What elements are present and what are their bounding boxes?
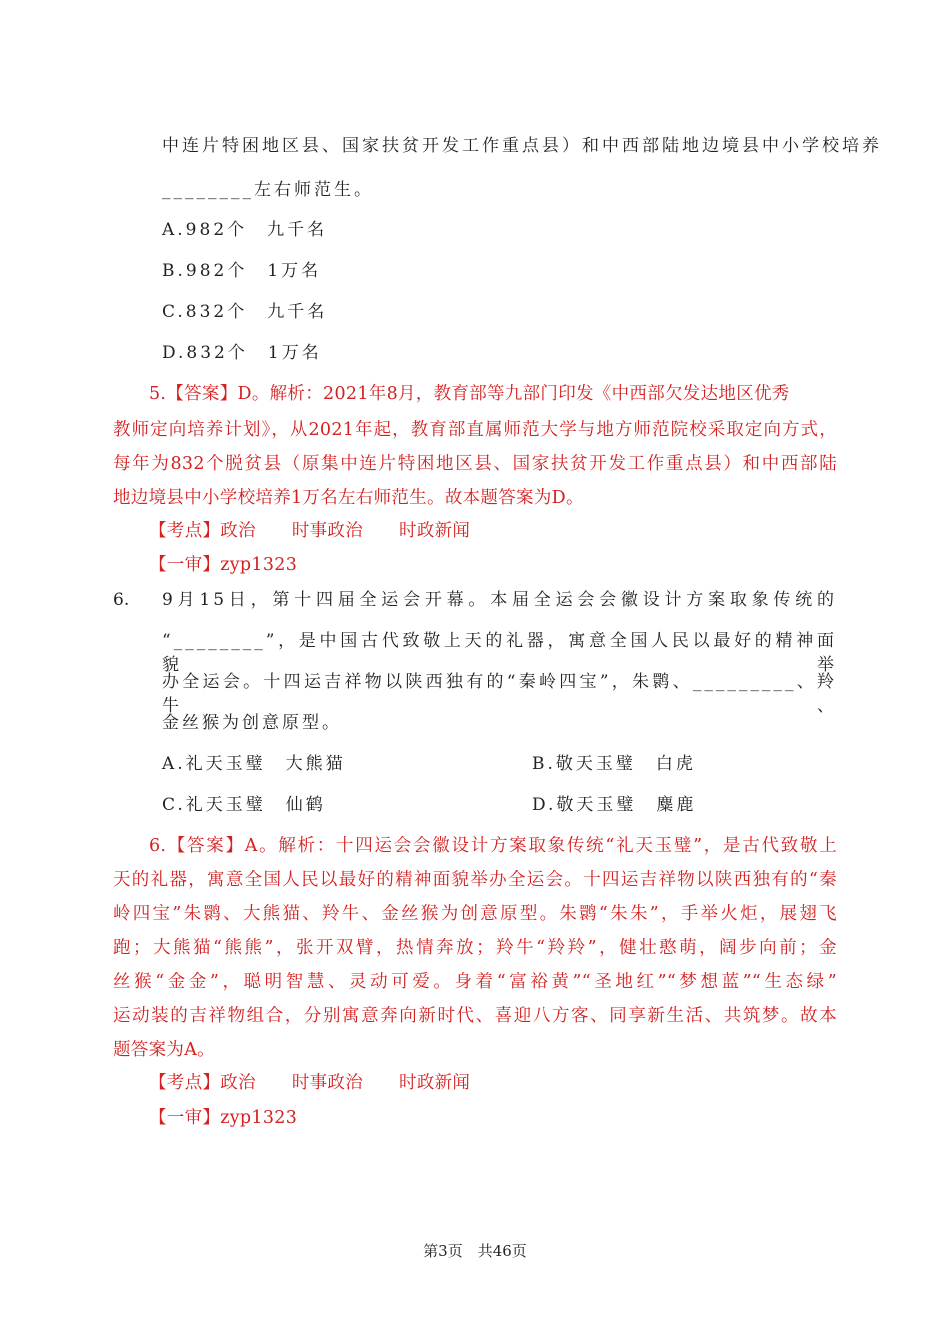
a6-line-1: 6.【答案】A。解析：十四运会会徽设计方案取象传统“礼天玉璧”，是古代致敬上 — [149, 836, 837, 856]
a5-shen — [149, 553, 297, 577]
kaodian-news: 时政新闻 — [399, 521, 471, 541]
page-number-footer: 第3页 共46页 — [423, 1242, 527, 1260]
q6-number: 6. — [113, 590, 130, 610]
kaodian-politics: 政治 — [220, 1073, 256, 1093]
q5-stem-line-2: ________左右师范生。 — [162, 180, 374, 200]
kaodian-label: 【考点】 — [149, 1073, 221, 1093]
a6-line-4: 跑；大熊猫“熊熊”，张开双臂，热情奔放；羚牛“羚羚”，健壮憨萌，阔步向前；金 — [113, 938, 837, 958]
kaodian-politics: 政治 — [220, 521, 256, 541]
a6-shen — [149, 1106, 297, 1130]
q6-stem-line-1: 9月15日，第十四届全运会开幕。本届全运会会徽设计方案取象传统的 — [162, 590, 837, 610]
q6-stem-line-2: “________”，是中国古代致敬上天的礼器，寓意全国人民以最好的精神面貌举 — [162, 631, 837, 675]
kaodian-current-affairs: 时事政治 — [291, 1073, 364, 1093]
a6-line-5: 丝猴“金金”，聪明智慧、灵动可爱。身着“富裕黄”“圣地红”“梦想蓝”“生态绿” — [113, 972, 837, 992]
shen-reviewer: zyp1323 — [220, 555, 298, 575]
a5-line-4: 地边境县中小学校培养1万名左右师范生。故本题答案为D。 — [113, 488, 584, 508]
q5-stem-line-1: 中连片特困地区县、国家扶贫开发工作重点县）和中西部陆地边境县中小学校培养 — [162, 136, 882, 156]
q6-stem-line-4: 金丝猴为创意原型。 — [162, 713, 342, 733]
a5-kaodian — [149, 519, 470, 543]
a6-line-6: 运动装的吉祥物组合，分别寓意奔向新时代、喜迎八方客、同享新生活、共筑梦。故本 — [113, 1006, 837, 1026]
q6-stem-line-3: 办全运会。十四运吉祥物以陕西独有的“秦岭四宝”，朱鹮、_________、羚牛、 — [162, 672, 837, 716]
a5-line-1: 5.【答案】D。解析：2021年8月，教育部等九部门印发《中西部欠发达地区优秀 — [149, 384, 790, 404]
shen-label: 【一审】 — [149, 1108, 221, 1128]
kaodian-news: 时政新闻 — [399, 1073, 471, 1093]
shen-label: 【一审】 — [149, 555, 221, 575]
kaodian-current-affairs: 时事政治 — [291, 521, 364, 541]
q5-option-a: A.982个 九千名 — [162, 220, 328, 240]
kaodian-label: 【考点】 — [149, 521, 221, 541]
q6-option-d: D.敬天玉璧 麋鹿 — [532, 795, 697, 815]
a6-line-3: 岭四宝”朱鹮、大熊猫、羚牛、金丝猴为创意原型。朱鹮“朱朱”，手举火炬，展翅飞 — [113, 904, 837, 924]
shen-reviewer: zyp1323 — [220, 1108, 298, 1128]
a5-line-3: 每年为832个脱贫县（原集中连片特困地区县、国家扶贫开发工作重点县）和中西部陆 — [113, 454, 837, 474]
a6-kaodian — [149, 1071, 470, 1095]
a5-line-2: 教师定向培养计划》，从2021年起，教育部直属师范大学与地方师范院校采取定向方式， — [113, 420, 837, 440]
q6-option-a: A.礼天玉璧 大熊猫 — [162, 754, 346, 774]
q6-option-b: B.敬天玉璧 白虎 — [532, 754, 696, 774]
q6-option-c: C.礼天玉璧 仙鹤 — [162, 795, 326, 815]
q5-option-b: B.982个 1万名 — [162, 261, 322, 281]
q5-option-c: C.832个 九千名 — [162, 302, 328, 322]
a6-line-2: 天的礼器，寓意全国人民以最好的精神面貌举办全运会。十四运吉祥物以陕西独有的“秦 — [113, 870, 837, 890]
a6-line-7: 题答案为A。 — [113, 1040, 215, 1060]
q5-option-d: D.832个 1万名 — [162, 343, 322, 363]
